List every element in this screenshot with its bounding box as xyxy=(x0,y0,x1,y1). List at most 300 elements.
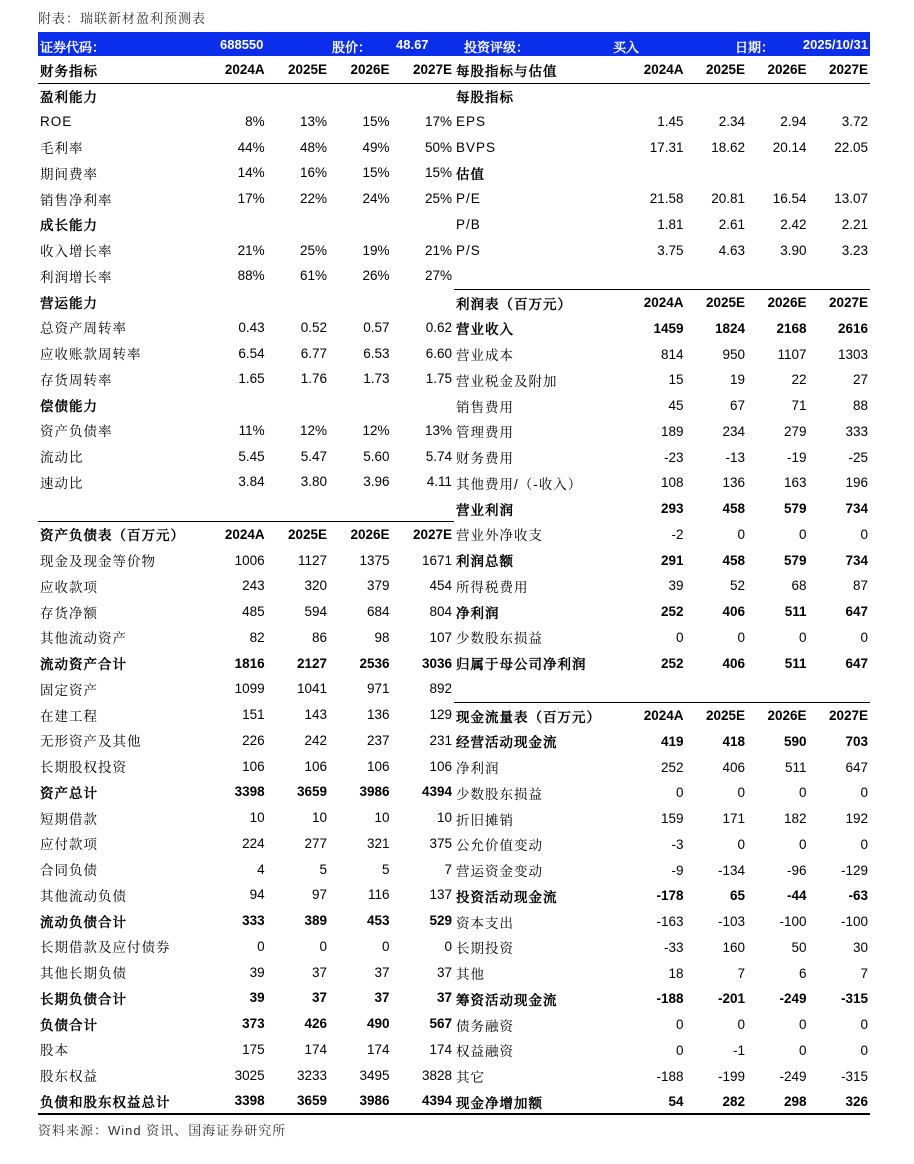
table-row xyxy=(454,83,870,109)
row-value: 4394 xyxy=(421,1093,452,1109)
row-label: 负债和股东权益总计 xyxy=(40,1094,171,1110)
row-label: 利润增长率 xyxy=(40,269,113,285)
row-label: 成长能力 xyxy=(40,218,98,234)
row-value: 7 xyxy=(444,861,452,877)
left-table-body xyxy=(38,57,454,1114)
table-row xyxy=(454,109,870,135)
row-value: 0 xyxy=(381,938,390,954)
row-value: 242 xyxy=(304,732,328,748)
row-value: 971 xyxy=(366,681,390,697)
row-value: 0 xyxy=(737,785,745,801)
row-value: 3.23 xyxy=(841,242,868,258)
row-label: 营业税金及附加 xyxy=(456,373,558,389)
row-label: 营业利润 xyxy=(456,502,514,518)
row-value: 5 xyxy=(319,861,328,877)
row-value: 2025E xyxy=(686,702,748,728)
row-value: 37 xyxy=(374,964,390,980)
row-value: 298 xyxy=(783,1094,807,1110)
row-value: 379 xyxy=(366,578,390,594)
row-value: 10 xyxy=(436,810,452,826)
row-value: 0 xyxy=(675,629,684,645)
row-value: 3.72 xyxy=(841,113,868,129)
table-row xyxy=(38,186,454,212)
row-value: 0 xyxy=(798,1017,807,1033)
row-label: 债务融资 xyxy=(456,1018,514,1034)
row-label: 营运能力 xyxy=(40,295,98,311)
rating-value: 买入 xyxy=(613,40,640,55)
row-value: 52 xyxy=(729,578,745,594)
table-row xyxy=(38,418,454,444)
row-label: 现金净增加额 xyxy=(456,1095,543,1111)
row-value: -100 xyxy=(779,914,807,930)
row-value: 2024A xyxy=(643,62,684,78)
table-row xyxy=(38,805,454,831)
row-label: 现金及现金等价物 xyxy=(40,554,156,570)
row-label: P/B xyxy=(456,216,481,232)
table-row xyxy=(38,650,454,676)
row-value: 37 xyxy=(374,990,390,1006)
table-row xyxy=(38,856,454,882)
row-value: 108 xyxy=(660,475,684,491)
row-label: ROE xyxy=(40,113,73,129)
row-value: 734 xyxy=(845,501,868,517)
row-value: 15% xyxy=(362,113,390,129)
row-value xyxy=(809,83,871,109)
row-label: 现金流量表（百万元） xyxy=(454,702,624,728)
row-label: 利润表（百万元） xyxy=(454,289,624,315)
table-row xyxy=(454,909,870,935)
row-value: 1099 xyxy=(234,681,265,697)
row-value: 1375 xyxy=(359,552,390,568)
row-value: 88 xyxy=(852,398,868,414)
table-row xyxy=(38,625,454,651)
row-value: -201 xyxy=(717,991,745,1007)
row-value: 490 xyxy=(366,1016,390,1032)
row-value: 2026E xyxy=(350,62,390,78)
table-row xyxy=(454,186,870,212)
row-value: -100 xyxy=(840,914,868,930)
row-value: 567 xyxy=(429,1016,452,1032)
row-value: 2025E xyxy=(288,62,328,78)
row-label: 应付款项 xyxy=(40,837,98,853)
row-value: 37 xyxy=(436,964,452,980)
row-value: 0.52 xyxy=(300,319,328,335)
row-label: EPS xyxy=(456,113,487,129)
row-value: 18 xyxy=(668,965,684,981)
row-value: 373 xyxy=(242,1016,265,1032)
row-value xyxy=(624,263,686,289)
row-value: 106 xyxy=(304,758,328,774)
row-value: 406 xyxy=(722,655,745,671)
row-value: 590 xyxy=(783,733,807,749)
row-value: 0 xyxy=(257,938,265,954)
table-row xyxy=(38,237,454,263)
row-value: 18.62 xyxy=(711,139,745,155)
row-value: 37 xyxy=(436,990,452,1006)
table-row xyxy=(454,857,870,883)
row-label: 股本 xyxy=(40,1043,69,1059)
row-value: 252 xyxy=(660,759,684,775)
table-row xyxy=(454,573,870,599)
row-value: 15 xyxy=(668,372,684,388)
row-value: 1.75 xyxy=(425,371,452,387)
table-row xyxy=(454,367,870,393)
row-value: 814 xyxy=(660,346,684,362)
row-value: 0 xyxy=(860,1042,868,1058)
row-label: 资产总计 xyxy=(40,785,98,801)
table-row xyxy=(454,57,870,83)
row-value: 0.43 xyxy=(238,319,265,335)
row-value: 174 xyxy=(429,1041,452,1057)
row-label: 财务指标 xyxy=(40,63,98,79)
row-value: 13% xyxy=(300,113,328,129)
row-value: 0.62 xyxy=(425,319,452,335)
row-value: 0 xyxy=(798,785,807,801)
row-value: 136 xyxy=(366,707,390,723)
row-value: -2 xyxy=(671,526,684,542)
row-value: 3233 xyxy=(297,1067,328,1083)
table-row xyxy=(38,469,454,495)
row-value: 252 xyxy=(660,655,684,671)
row-value: 2026E xyxy=(747,702,809,728)
row-value xyxy=(624,676,686,702)
row-label: P/E xyxy=(456,191,481,207)
table-row xyxy=(38,160,454,186)
row-value: 67 xyxy=(729,398,745,414)
table-row xyxy=(38,728,454,754)
row-label: 应收账款周转率 xyxy=(40,347,142,363)
row-value: 50 xyxy=(791,939,807,955)
row-value: 182 xyxy=(783,811,807,827)
row-value: 2026E xyxy=(747,289,809,315)
row-value: 511 xyxy=(784,604,807,620)
row-value: 106 xyxy=(366,758,390,774)
row-label: 其他长期负债 xyxy=(40,966,127,982)
row-value: -9 xyxy=(671,862,684,878)
row-value: 579 xyxy=(783,552,807,568)
row-label xyxy=(38,495,204,521)
row-value: 22 xyxy=(791,372,807,388)
table-row xyxy=(38,1037,454,1063)
table-row xyxy=(454,289,870,315)
row-value: 0 xyxy=(860,629,868,645)
table-row xyxy=(38,315,454,341)
table-row xyxy=(38,289,454,315)
row-value: 196 xyxy=(845,475,868,491)
row-value: 86 xyxy=(312,629,328,645)
row-value: 3.96 xyxy=(363,474,390,490)
row-value: 579 xyxy=(783,501,807,517)
row-value: 1.73 xyxy=(363,371,390,387)
table-row xyxy=(38,702,454,728)
row-value: 226 xyxy=(242,732,265,748)
row-value: 0 xyxy=(798,836,807,852)
table-row xyxy=(454,1038,870,1064)
row-value: -1 xyxy=(732,1042,745,1058)
row-value: 3.90 xyxy=(780,242,807,258)
row-value: 2168 xyxy=(776,320,807,336)
row-value: 39 xyxy=(668,578,684,594)
row-value: 3.84 xyxy=(238,474,265,490)
row-value: -19 xyxy=(786,449,807,465)
row-value xyxy=(392,212,455,238)
row-value: 21.58 xyxy=(649,191,684,207)
table-row xyxy=(454,212,870,238)
row-value: -199 xyxy=(717,1068,745,1084)
row-value: -33 xyxy=(663,939,684,955)
row-value: -163 xyxy=(656,914,684,930)
row-value: 1824 xyxy=(714,320,745,336)
row-value xyxy=(686,263,748,289)
table-row xyxy=(38,908,454,934)
row-value: 54 xyxy=(668,1094,684,1110)
row-value: -63 xyxy=(848,888,868,904)
row-value: 21% xyxy=(237,242,265,258)
stock-code-label: 证券代码： xyxy=(40,40,106,55)
row-value: 4.63 xyxy=(718,242,745,258)
table-row xyxy=(454,160,870,186)
row-label: 总资产周转率 xyxy=(40,321,127,337)
row-value: 39 xyxy=(249,964,265,980)
row-label: 少数股东损益 xyxy=(456,786,543,802)
row-value: 0 xyxy=(798,629,807,645)
row-value xyxy=(809,263,871,289)
row-value: 189 xyxy=(660,423,684,439)
row-label: 短期借款 xyxy=(40,811,98,827)
row-value: 5.60 xyxy=(363,448,390,464)
row-value xyxy=(392,392,455,418)
row-value: 6.60 xyxy=(425,345,452,361)
row-label: 销售净利率 xyxy=(40,192,113,208)
row-label xyxy=(454,676,624,702)
table-row xyxy=(38,573,454,599)
row-value: -129 xyxy=(840,862,868,878)
row-value: 950 xyxy=(722,346,745,362)
table-row xyxy=(38,340,454,366)
row-value: 12% xyxy=(300,422,328,438)
row-value: 320 xyxy=(304,578,328,594)
row-value: 2.61 xyxy=(718,216,745,232)
row-value: 594 xyxy=(304,604,328,620)
row-label: 长期借款及应付债券 xyxy=(40,940,171,956)
row-value: 3.75 xyxy=(657,242,684,258)
row-value xyxy=(809,676,871,702)
row-value xyxy=(329,83,391,109)
left-column xyxy=(38,57,454,1115)
row-value: 3398 xyxy=(234,784,265,800)
row-value: 3659 xyxy=(297,1093,328,1109)
row-value xyxy=(809,160,871,186)
row-label: 净利润 xyxy=(456,605,500,621)
row-value: 2027E xyxy=(412,62,452,78)
table-row xyxy=(38,547,454,573)
table-row xyxy=(454,444,870,470)
table-row xyxy=(38,443,454,469)
table-row xyxy=(454,625,870,651)
header-divider xyxy=(38,83,870,84)
row-value: 0.57 xyxy=(363,319,390,335)
row-value: 106 xyxy=(242,758,265,774)
date-label: 日期： xyxy=(735,40,775,55)
row-value: 1459 xyxy=(653,320,684,336)
row-value: -188 xyxy=(656,1068,684,1084)
row-value: 30 xyxy=(852,939,868,955)
forecast-tables xyxy=(38,57,870,1115)
row-value: 1303 xyxy=(837,346,868,362)
table-row xyxy=(454,702,870,728)
row-value: 10 xyxy=(312,810,328,826)
row-value: 426 xyxy=(304,1016,328,1032)
row-value: 243 xyxy=(242,578,265,594)
row-value: -188 xyxy=(656,991,684,1007)
row-value: 48% xyxy=(300,139,328,155)
row-value: 21% xyxy=(424,242,452,258)
table-row xyxy=(454,960,870,986)
row-label: 期间费率 xyxy=(40,166,98,182)
row-value: 458 xyxy=(722,501,745,517)
row-label: 速动比 xyxy=(40,475,84,491)
row-value: -13 xyxy=(725,449,745,465)
row-value: 647 xyxy=(845,655,868,671)
row-value: 171 xyxy=(722,811,745,827)
row-value: 389 xyxy=(304,913,328,929)
row-value: 160 xyxy=(722,939,745,955)
row-value: 231 xyxy=(429,732,452,748)
row-value: 37 xyxy=(312,990,328,1006)
row-value: 406 xyxy=(722,759,745,775)
row-value: 647 xyxy=(845,604,868,620)
row-value xyxy=(747,263,809,289)
row-value: 2.34 xyxy=(718,113,745,129)
row-value: 37 xyxy=(312,964,328,980)
row-value: 61% xyxy=(300,268,328,284)
row-value: 1127 xyxy=(298,552,328,568)
row-value: 20.14 xyxy=(772,139,807,155)
row-value: 106 xyxy=(429,758,452,774)
left-table xyxy=(38,57,454,1114)
row-value: 453 xyxy=(366,913,390,929)
row-value: 7 xyxy=(860,965,868,981)
row-value: 333 xyxy=(242,913,265,929)
table-row xyxy=(454,393,870,419)
table-row xyxy=(454,986,870,1012)
row-value: 0 xyxy=(860,1017,868,1033)
table-row xyxy=(454,341,870,367)
row-value: 511 xyxy=(784,655,807,671)
table-row xyxy=(38,676,454,702)
row-value: 50% xyxy=(424,139,452,155)
row-value xyxy=(686,83,748,109)
row-value: 0 xyxy=(319,938,328,954)
row-label: 每股指标与估值 xyxy=(456,63,558,79)
table-row xyxy=(454,470,870,496)
row-value xyxy=(267,289,329,315)
row-value: 27% xyxy=(424,268,452,284)
row-value: 282 xyxy=(722,1094,745,1110)
row-value xyxy=(392,83,455,109)
row-value xyxy=(329,495,391,521)
table-row xyxy=(454,547,870,573)
row-value: 0 xyxy=(860,836,868,852)
table-row xyxy=(38,934,454,960)
row-value: 2616 xyxy=(837,320,868,336)
row-value: 2026E xyxy=(767,62,807,78)
table-row xyxy=(454,237,870,263)
row-value: 3495 xyxy=(359,1067,390,1083)
row-label: 毛利率 xyxy=(40,141,84,157)
table-row xyxy=(454,1012,870,1038)
table-row xyxy=(38,109,454,135)
table-row xyxy=(38,392,454,418)
row-value: 5 xyxy=(381,861,390,877)
row-value: 16.54 xyxy=(772,191,807,207)
row-value: 454 xyxy=(429,578,452,594)
row-label: 权益融资 xyxy=(456,1044,514,1060)
row-value: 15% xyxy=(362,165,390,181)
row-value: -44 xyxy=(786,888,807,904)
row-value: 15% xyxy=(424,165,452,181)
row-value xyxy=(686,676,748,702)
table-row xyxy=(454,599,870,625)
rating-label: 投资评级： xyxy=(464,40,530,55)
table-row xyxy=(38,1011,454,1037)
row-label: 长期股权投资 xyxy=(40,760,127,776)
row-value: 19 xyxy=(729,372,745,388)
row-value: 22% xyxy=(300,191,328,207)
row-label: 长期投资 xyxy=(456,941,514,957)
row-value: 39 xyxy=(249,990,265,1006)
table-row xyxy=(454,935,870,961)
row-value: 68 xyxy=(791,578,807,594)
table-row xyxy=(38,599,454,625)
row-value: 1.45 xyxy=(657,113,684,129)
row-value: 17% xyxy=(424,113,452,129)
row-value: 326 xyxy=(845,1094,868,1110)
table-row xyxy=(38,959,454,985)
table-row xyxy=(454,1089,870,1115)
row-value: 1671 xyxy=(421,552,452,568)
row-value: 279 xyxy=(783,423,807,439)
row-value xyxy=(204,495,266,521)
row-value xyxy=(204,83,266,109)
row-label: 无形资产及其他 xyxy=(40,734,142,750)
table-row xyxy=(454,806,870,832)
row-value: 116 xyxy=(367,887,390,903)
row-value: 3036 xyxy=(421,655,452,671)
row-value: 143 xyxy=(304,707,328,723)
row-value: 0 xyxy=(737,629,745,645)
row-value xyxy=(329,392,391,418)
row-value: 65 xyxy=(729,888,745,904)
row-label: 流动负债合计 xyxy=(40,914,127,930)
table-row xyxy=(454,650,870,676)
row-label: 折旧摊销 xyxy=(456,812,514,828)
row-label: 存货周转率 xyxy=(40,372,113,388)
row-label: 长期负债合计 xyxy=(40,991,127,1007)
row-value: 4 xyxy=(257,861,265,877)
row-value: 97 xyxy=(312,887,328,903)
row-value: 2.42 xyxy=(780,216,807,232)
row-value: 98 xyxy=(374,629,390,645)
row-value: 224 xyxy=(242,835,265,851)
row-value xyxy=(686,160,748,186)
right-table-body xyxy=(454,57,870,1115)
row-label: 所得税费用 xyxy=(456,579,529,595)
table-row xyxy=(454,419,870,445)
row-value: -315 xyxy=(840,1068,868,1084)
table-row xyxy=(38,495,454,521)
row-value: 1006 xyxy=(234,552,265,568)
